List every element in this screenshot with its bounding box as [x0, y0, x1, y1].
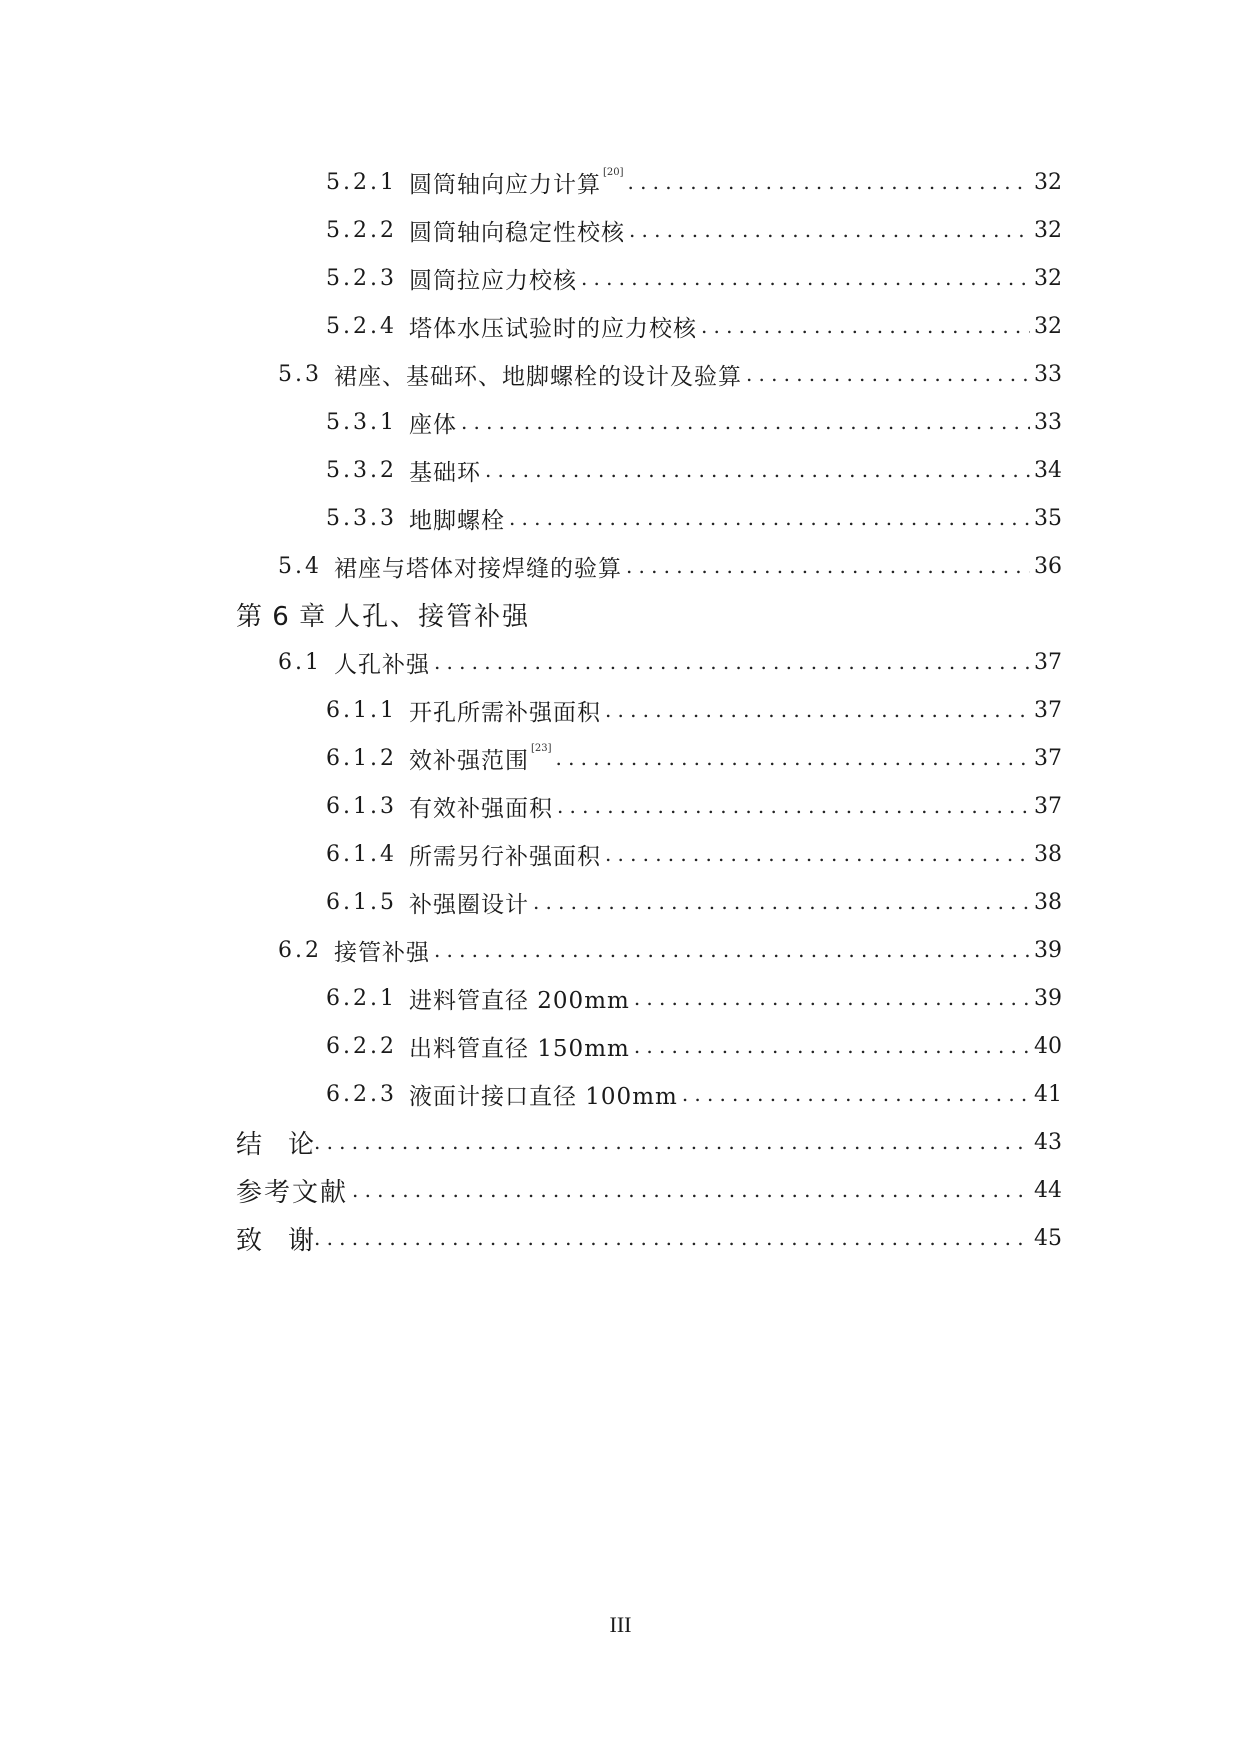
dot-leader: [605, 700, 1030, 720]
dot-leader: [556, 748, 1030, 768]
toc-entry-title: 人孔补强: [334, 651, 430, 678]
dot-leader: [626, 556, 1030, 576]
toc-entry[interactable]: [236, 1022, 1062, 1070]
dot-leader: [509, 508, 1030, 528]
dot-leader: [352, 1180, 1030, 1200]
toc-entry-number: 5.2.3: [326, 265, 397, 291]
dot-leader: [634, 1036, 1030, 1056]
toc-entry-title: 圆筒拉应力校核: [408, 267, 577, 294]
dot-leader: [533, 892, 1030, 912]
toc-entry-title: 进料管直径 200mm: [408, 987, 630, 1014]
toc-entry-page: 37: [1034, 745, 1062, 771]
toc-entry-number: 第 6 章: [236, 601, 327, 632]
toc-entry-number: 6.1.2: [326, 745, 397, 771]
table-of-contents: [236, 158, 1062, 1262]
toc-entry-page: 39: [1034, 985, 1062, 1011]
toc-entry-number: 5.3.2: [326, 457, 397, 483]
dot-leader: [314, 1228, 1030, 1248]
toc-entry-number: 5.3.1: [326, 409, 397, 435]
toc-entry-title: 圆筒轴向应力计算: [408, 171, 601, 198]
toc-entry-number: 5.2.2: [326, 217, 397, 243]
toc-entry-page: 43: [1034, 1129, 1062, 1155]
toc-entry-page: 37: [1034, 649, 1062, 675]
toc-entry-page: 33: [1034, 361, 1062, 387]
toc-entry-page: 45: [1034, 1225, 1062, 1251]
toc-entry-number: 6.2: [278, 937, 322, 963]
citation-ref: [23]: [530, 742, 552, 754]
toc-entry-title: 效补强范围: [408, 747, 529, 774]
toc-entry-page: 38: [1034, 889, 1062, 915]
toc-entry-number: 6.1: [278, 649, 322, 675]
toc-entry[interactable]: [236, 686, 1062, 734]
toc-entry-page: 32: [1034, 169, 1062, 195]
toc-entry[interactable]: [236, 158, 1062, 206]
toc-entry-title: 液面计接口直径 100mm: [408, 1083, 678, 1110]
dot-leader: [434, 940, 1030, 960]
dot-leader: [485, 460, 1030, 480]
toc-entry[interactable]: [236, 542, 1062, 590]
toc-entry-title: 接管补强: [334, 939, 430, 966]
toc-entry[interactable]: [236, 782, 1062, 830]
toc-entry[interactable]: [236, 254, 1062, 302]
toc-entry-number: 5.3: [278, 361, 322, 387]
toc-entry[interactable]: [236, 206, 1062, 254]
toc-entry-title: 补强圈设计: [408, 891, 529, 918]
toc-entry-title: 圆筒轴向稳定性校核: [408, 219, 625, 246]
toc-entry[interactable]: [236, 494, 1062, 542]
toc-entry-number: 5.2.1: [326, 169, 397, 195]
dot-leader: [628, 172, 1030, 192]
dot-leader: [434, 652, 1030, 672]
toc-entry-page: 35: [1034, 505, 1062, 531]
toc-entry[interactable]: [236, 878, 1062, 926]
toc-entry-title: 致谢: [236, 1225, 341, 1256]
toc-entry[interactable]: [236, 830, 1062, 878]
toc-entry-title: 参考文献: [236, 1177, 349, 1208]
toc-entry[interactable]: [236, 734, 1062, 782]
toc-entry-page: 32: [1034, 217, 1062, 243]
page-number: III: [609, 1612, 632, 1637]
toc-entry-title: 有效补强面积: [408, 795, 553, 822]
toc-entry-number: 6.1.1: [326, 697, 397, 723]
toc-entry[interactable]: [236, 302, 1062, 350]
dot-leader: [682, 1084, 1030, 1104]
toc-entry-page: 44: [1034, 1177, 1062, 1203]
toc-entry-page: 39: [1034, 937, 1062, 963]
toc-entry-title: 裙座与塔体对接焊缝的验算: [334, 555, 622, 582]
toc-entry-page: 33: [1034, 409, 1062, 435]
toc-entry-title: 座体: [408, 411, 457, 438]
toc-entry-page: 37: [1034, 697, 1062, 723]
toc-entry[interactable]: [236, 398, 1062, 446]
toc-entry[interactable]: [236, 1214, 1062, 1262]
toc-entry-page: 37: [1034, 793, 1062, 819]
toc-entry-title: 裙座、基础环、地脚螺栓的设计及验算: [334, 363, 742, 390]
dot-leader: [557, 796, 1030, 816]
dot-leader: [605, 844, 1030, 864]
toc-entry-number: 6.1.3: [326, 793, 397, 819]
dot-leader: [581, 268, 1030, 288]
toc-entry-page: 38: [1034, 841, 1062, 867]
dot-leader: [746, 364, 1030, 384]
toc-entry-page: 32: [1034, 265, 1062, 291]
toc-entry[interactable]: [236, 974, 1062, 1022]
toc-entry[interactable]: [236, 446, 1062, 494]
toc-entry-title: 开孔所需补强面积: [408, 699, 601, 726]
toc-entry-number: 6.2.3: [326, 1081, 397, 1107]
toc-entry-number: 6.1.5: [326, 889, 397, 915]
toc-entry-page: 32: [1034, 313, 1062, 339]
toc-entry-page: 34: [1034, 457, 1062, 483]
toc-entry-title: 人孔、接管补强: [334, 601, 531, 632]
toc-entry[interactable]: [236, 590, 1062, 638]
toc-entry-number: 5.4: [278, 553, 322, 579]
dot-leader: [314, 1132, 1030, 1152]
toc-entry-number: 5.3.3: [326, 505, 397, 531]
toc-entry-title: 结论: [236, 1129, 341, 1160]
toc-entry-page: 36: [1034, 553, 1062, 579]
toc-entry[interactable]: [236, 1166, 1062, 1214]
toc-entry-number: 5.2.4: [326, 313, 397, 339]
toc-entry-page: 41: [1034, 1081, 1062, 1107]
toc-entry[interactable]: [236, 1118, 1062, 1166]
dot-leader: [629, 220, 1030, 240]
toc-entry-page: 40: [1034, 1033, 1062, 1059]
toc-entry-number: 6.2.2: [326, 1033, 397, 1059]
dot-leader: [461, 412, 1030, 432]
toc-entry-number: 6.1.4: [326, 841, 397, 867]
toc-entry-title: 塔体水压试验时的应力校核: [408, 315, 697, 342]
dot-leader: [634, 988, 1030, 1008]
citation-ref: [20]: [602, 166, 624, 178]
toc-entry[interactable]: [236, 1070, 1062, 1118]
toc-entry-title: 基础环: [408, 459, 481, 486]
dot-leader: [701, 316, 1030, 336]
toc-entry-title: 地脚螺栓: [408, 507, 505, 534]
toc-entry-title: 所需另行补强面积: [408, 843, 601, 870]
toc-entry[interactable]: [236, 350, 1062, 398]
toc-entry[interactable]: [236, 926, 1062, 974]
toc-entry[interactable]: [236, 638, 1062, 686]
toc-entry-title: 出料管直径 150mm: [408, 1035, 630, 1062]
toc-entry-number: 6.2.1: [326, 985, 397, 1011]
